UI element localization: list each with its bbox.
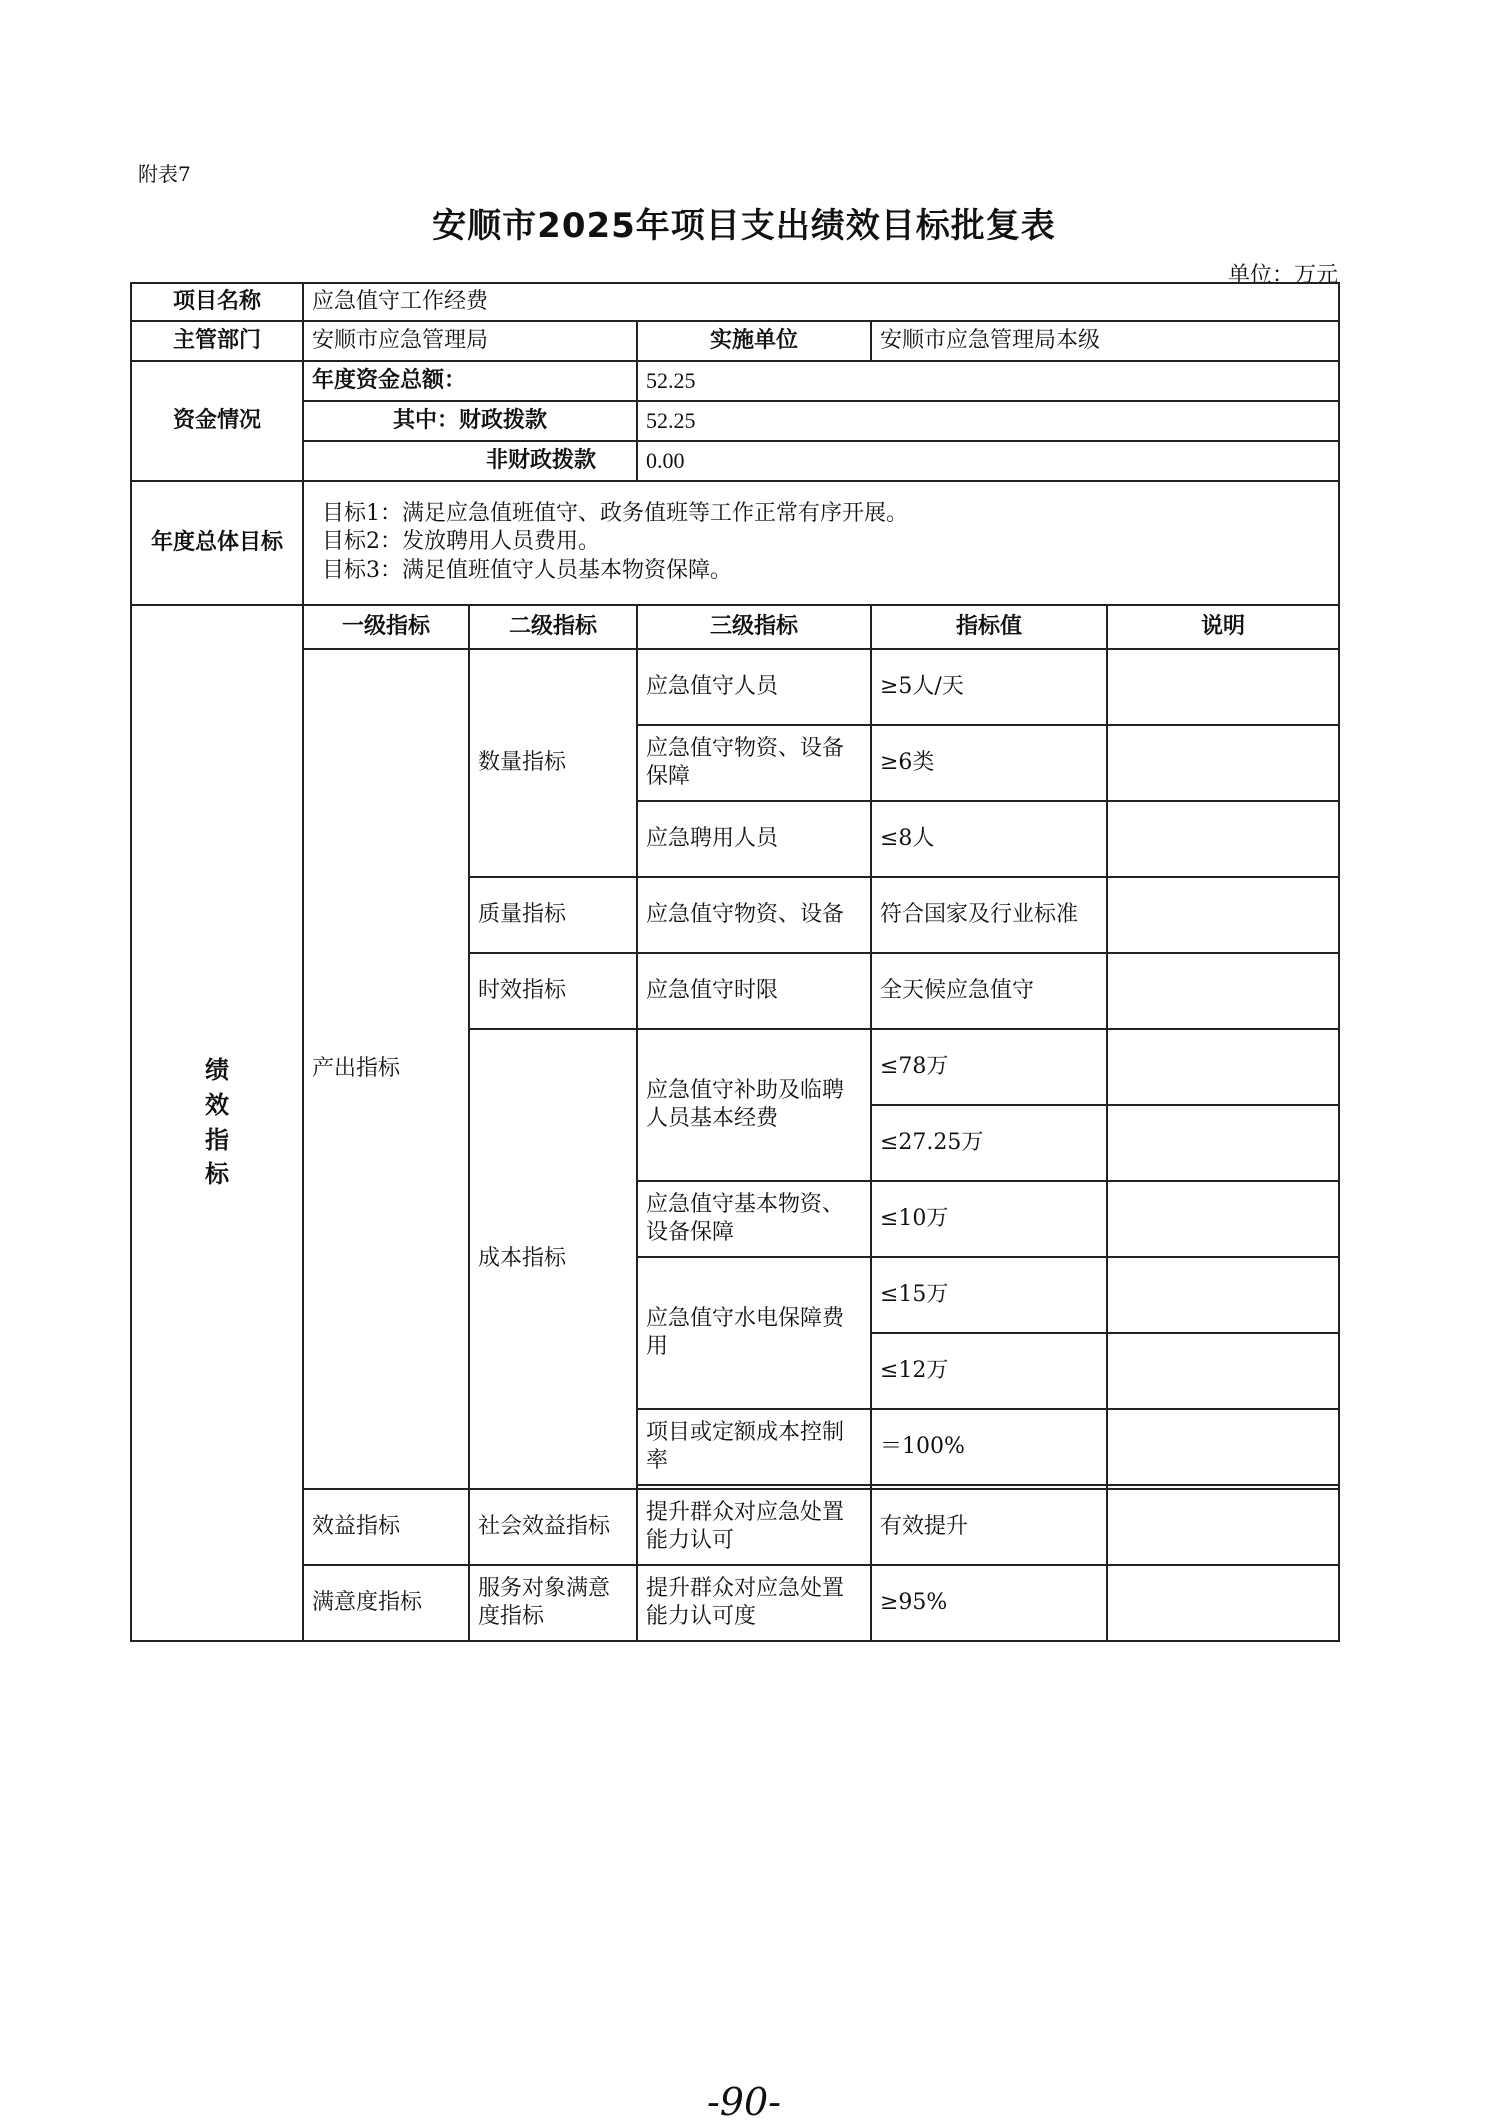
- indicator-value: 全天候应急值守: [871, 953, 1107, 1029]
- header-value: 指标值: [871, 605, 1107, 649]
- row-funds-total: [131, 361, 1339, 401]
- page-number: -90-: [706, 2080, 782, 2124]
- indicator-note: [1107, 1333, 1339, 1409]
- goal-item: 目标2：发放聘用人员费用。: [322, 529, 600, 555]
- indicator-value: ≤78万: [871, 1029, 1107, 1105]
- performance-table: [130, 282, 1340, 1642]
- row-dept: [131, 321, 1339, 361]
- level3-name: 提升群众对应急处置能力认可度: [637, 1565, 871, 1641]
- goal-item: 目标1：满足应急值班值守、政务值班等工作正常有序开展。: [322, 500, 908, 526]
- row-project-name: [131, 283, 1339, 321]
- indicator-value: ≤15万: [871, 1257, 1107, 1333]
- header-note: 说明: [1107, 605, 1339, 649]
- level2-service: 服务对象满意度指标: [469, 1565, 637, 1641]
- annex-label: 附表7: [138, 162, 191, 186]
- impl-label: 实施单位: [637, 321, 871, 361]
- indicator-value: ＝100%: [871, 1409, 1107, 1485]
- header-level1: 一级指标: [303, 605, 469, 649]
- level3-name: 应急值守基本物资、设备保障: [637, 1181, 871, 1257]
- level2-quality: 质量指标: [469, 877, 637, 953]
- indicator-note: [1107, 953, 1339, 1029]
- impl-value: 安顺市应急管理局本级: [871, 321, 1339, 361]
- goal-item: 目标3：满足值班值守人员基本物资保障。: [322, 557, 732, 583]
- level1-output: 产出指标: [303, 649, 469, 1489]
- indicator-note: [1107, 1105, 1339, 1181]
- dept-label: 主管部门: [131, 321, 303, 361]
- funds-nonfiscal-label: 非财政拨款: [303, 441, 637, 481]
- indicator-note: [1107, 1029, 1339, 1105]
- table-row: [131, 1489, 1339, 1565]
- row-funds-nonfiscal: [131, 441, 1339, 481]
- indicator-value: ≤12万: [871, 1333, 1107, 1409]
- indicator-value: ≥5人/天: [871, 649, 1107, 725]
- indicator-value: ≤8人: [871, 801, 1107, 877]
- row-funds-fiscal: [131, 401, 1339, 441]
- header-level2: 二级指标: [469, 605, 637, 649]
- indicator-note: [1107, 801, 1339, 877]
- level3-name: 提升群众对应急处置能力认可: [637, 1489, 871, 1565]
- level3-name: 应急值守人员: [637, 649, 871, 725]
- level2-social: 社会效益指标: [469, 1489, 637, 1565]
- page-title: 安顺市2025年项目支出绩效目标批复表: [432, 206, 1056, 246]
- indicator-note: [1107, 877, 1339, 953]
- indicator-note: [1107, 1409, 1339, 1485]
- indicator-value: 有效提升: [871, 1489, 1107, 1565]
- funds-fiscal-value: 52.25: [637, 401, 1339, 441]
- indicators-label: 绩 效 指 标: [131, 605, 303, 1641]
- project-name-value: 应急值守工作经费: [303, 283, 1339, 321]
- level1-satisfaction: 满意度指标: [303, 1565, 469, 1641]
- dept-value: 安顺市应急管理局: [303, 321, 637, 361]
- indicator-note: [1107, 1565, 1339, 1641]
- indicator-note: [1107, 1181, 1339, 1257]
- indicator-value: ≤10万: [871, 1181, 1107, 1257]
- row-goals: [131, 481, 1339, 605]
- header-level3: 三级指标: [637, 605, 871, 649]
- indicator-note: [1107, 1257, 1339, 1333]
- indicator-value: 符合国家及行业标准: [871, 877, 1107, 953]
- funds-label: 资金情况: [131, 361, 303, 481]
- level3-name: 应急聘用人员: [637, 801, 871, 877]
- indicator-value: ≥6类: [871, 725, 1107, 801]
- indicator-note: [1107, 1489, 1339, 1565]
- indicator-value: ≥95%: [871, 1565, 1107, 1641]
- level3-name: 应急值守物资、设备: [637, 877, 871, 953]
- table-row: [131, 649, 1339, 725]
- level2-quantity: 数量指标: [469, 649, 637, 877]
- project-name-label: 项目名称: [131, 283, 303, 321]
- level3-name: 应急值守时限: [637, 953, 871, 1029]
- indicator-note: [1107, 649, 1339, 725]
- level2-cost: 成本指标: [469, 1029, 637, 1489]
- goals-list: [303, 481, 1339, 605]
- funds-fiscal-label: 其中：财政拨款: [303, 401, 637, 441]
- unit-label: 单位：万元: [1227, 263, 1338, 288]
- funds-total-value: 52.25: [637, 361, 1339, 401]
- indicator-note: [1107, 725, 1339, 801]
- level3-name: 应急值守补助及临聘人员基本经费: [637, 1029, 871, 1181]
- goals-label: 年度总体目标: [131, 481, 303, 605]
- funds-total-label: 年度资金总额：: [303, 361, 637, 401]
- indicator-value: ≤27.25万: [871, 1105, 1107, 1181]
- level3-name: 应急值守物资、设备保障: [637, 725, 871, 801]
- level3-name: 项目或定额成本控制率: [637, 1409, 871, 1485]
- level3-name: 应急值守水电保障费用: [637, 1257, 871, 1409]
- level2-timeliness: 时效指标: [469, 953, 637, 1029]
- row-indicator-headers: [131, 605, 1339, 649]
- table-row: [131, 1565, 1339, 1641]
- funds-nonfiscal-value: 0.00: [637, 441, 1339, 481]
- level1-benefit: 效益指标: [303, 1489, 469, 1565]
